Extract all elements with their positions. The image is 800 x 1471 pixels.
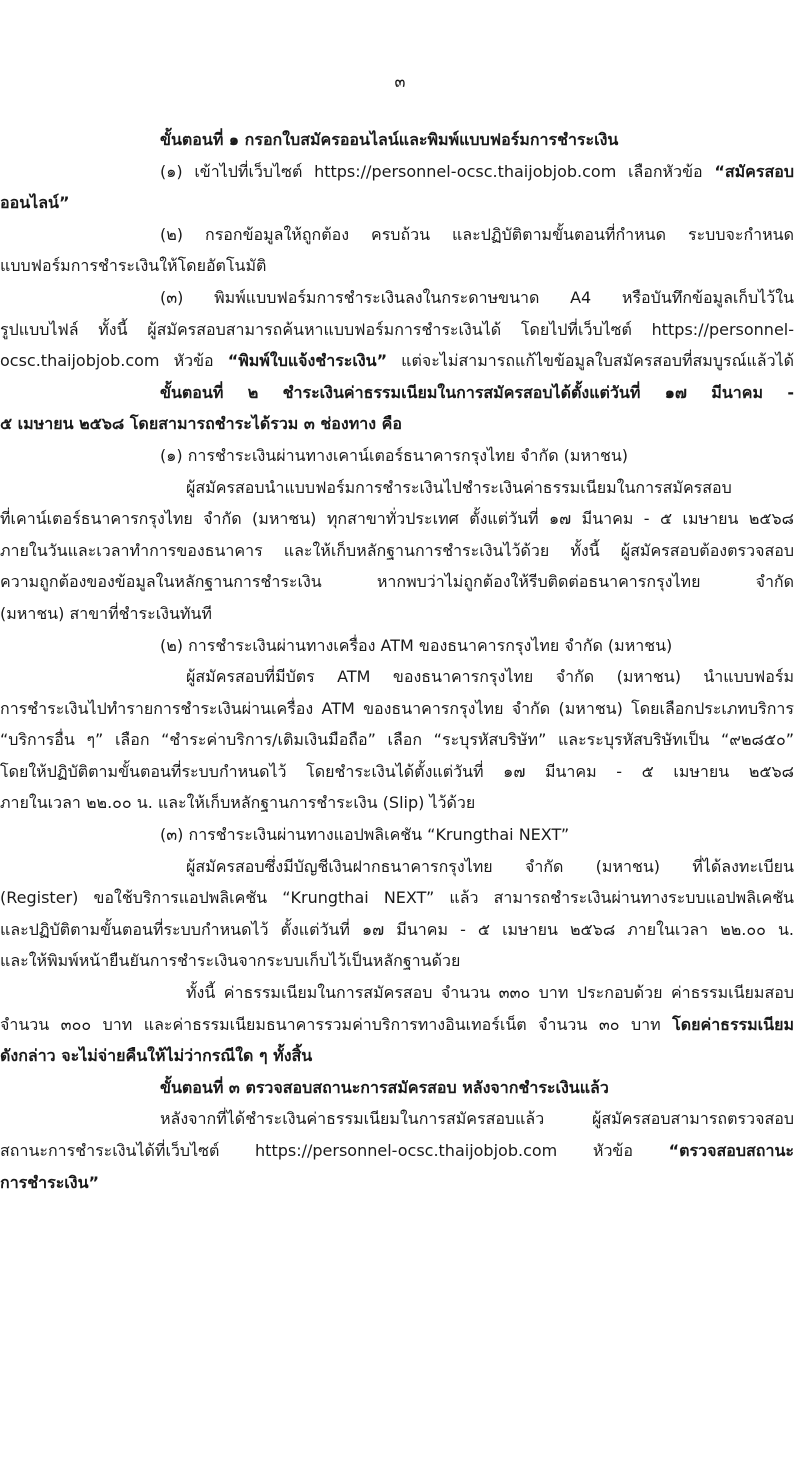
step3-heading: ขั้นตอนที่ ๓ ตรวจสอบสถานะการสมัครสอบ หลังจากชำระเงินแล้ว — [160, 1077, 609, 1097]
fee-line3: ดังกล่าว จะไม่จ่ายคืนให้ไม่ว่ากรณีใด ๆ ทั้งสิ้น — [0, 1046, 313, 1066]
document-body — [0, 124, 794, 1198]
step2-method1-line1: ผู้สมัครสอบนำแบบฟอร์มการชำระเงินไปชำระเงินค่าธรรมเนียมในการสมัครสอบ — [186, 477, 732, 497]
step1-item1-topic: “สมัครสอบ — [714, 161, 794, 181]
page-number: ๓ — [394, 72, 406, 91]
fee-line1: ทั้งนี้ ค่าธรรมเนียมในการสมัครสอบ จำนวน ๓๓๐ บาท ประกอบด้วย ค่าธรรมเนียมสอบ — [186, 983, 794, 1003]
step1-item1-line2: ออนไลน์” — [0, 193, 70, 213]
step2-method1-title: (๑) การชำระเงินผ่านทางเคาน์เตอร์ธนาคารกรุงไทย จำกัด (มหาชน) — [160, 445, 629, 465]
step2-method3-line2: (Register) ขอใช้บริการแอปพลิเคชัน “Krungthai NEXT” แล้ว สามารถชำระเงินผ่านทางระบบแอปพลิเคชัน — [0, 888, 794, 908]
step3-line3: การชำระเงิน” — [0, 1172, 100, 1192]
step2-heading-line1: ขั้นตอนที่ ๒ ชำระเงินค่าธรรมเนียมในการสมัครสอบได้ตั้งแต่วันที่ ๑๗ มีนาคม - — [160, 382, 794, 402]
step2-method1-line5: (มหาชน) สาขาที่ชำระเงินทันที — [0, 603, 212, 623]
step3-line2 — [0, 1135, 794, 1167]
step2-method2-line5: ภายในเวลา ๒๒.๐๐ น. และให้เก็บหลักฐานการชำระเงิน (Slip) ไว้ด้วย — [0, 793, 476, 813]
step1-heading: ขั้นตอนที่ ๑ กรอกใบสมัครออนไลน์และพิมพ์แบบฟอร์มการชำระเงิน — [160, 130, 619, 149]
fee-line2-bold: โดยค่าธรรมเนียม — [672, 1014, 794, 1034]
step1-item3-topic: “พิมพ์ใบแจ้งชำระเงิน” — [227, 351, 388, 371]
step3-line2-text: สถานะการชำระเงินได้ที่เว็บไซต์ https://personnel-ocsc.thaijobjob.com หัวข้อ — [0, 1141, 669, 1160]
step2-method3-line4: และให้พิมพ์หน้ายืนยันการชำระเงินจากระบบเก็บไว้เป็นหลักฐานด้วย — [0, 951, 461, 971]
step2-method2-line4: โดยให้ปฏิบัติตามขั้นตอนที่ระบบกำหนดไว้ โดยชำระเงินได้ตั้งแต่วันที่ ๑๗ มีนาคม - ๕ เมษายน ๒๕๖๘ — [0, 761, 794, 781]
step3-line2-topic: “ตรวจสอบสถานะ — [668, 1141, 794, 1160]
step1-item2-line2: แบบฟอร์มการชำระเงินให้โดยอัตโนมัติ — [0, 256, 267, 276]
step3-line1: หลังจากที่ได้ชำระเงินค่าธรรมเนียมในการสมัครสอบแล้ว ผู้สมัครสอบสามารถตรวจสอบ — [160, 1109, 794, 1129]
step2-method1-line2: ที่เคาน์เตอร์ธนาคารกรุงไทย จำกัด (มหาชน) ทุกสาขาทั่วประเทศ ตั้งแต่วันที่ ๑๗ มีนาคม - ๕ เมษายน ๒๕๖๘ — [0, 509, 794, 529]
step1-item3-note: แต่จะไม่สามารถแก้ไขข้อมูลใบสมัครสอบที่สมบูรณ์แล้วได้ — [387, 351, 794, 371]
step2-method1-line4: ความถูกต้องของข้อมูลในหลักฐานการชำระเงิน หากพบว่าไม่ถูกต้องให้รีบติดต่อธนาคารกรุงไทย จำกัด — [0, 572, 794, 592]
step1-item3-line2: รูปแบบไฟล์ ทั้งนี้ ผู้สมัครสอบสามารถค้นหาแบบฟอร์มการชำระเงินได้ โดยไปที่เว็บไซต์ https://personnel- — [0, 319, 794, 339]
step1-item1-line1 — [0, 156, 794, 188]
step2-method3-title: (๓) การชำระเงินผ่านทางแอปพลิเคชัน “Krungthai NEXT” — [160, 825, 570, 845]
step2-method2-line1: ผู้สมัครสอบที่มีบัตร ATM ของธนาคารกรุงไทย จำกัด (มหาชน) นำแบบฟอร์ม — [186, 667, 794, 687]
step1-item2-line1: (๒) กรอกข้อมูลให้ถูกต้อง ครบถ้วน และปฏิบัติตามขั้นตอนที่กำหนด ระบบจะกำหนด — [160, 224, 794, 244]
fee-line2 — [0, 1009, 794, 1041]
step2-method2-line2: การชำระเงินไปทำรายการชำระเงินผ่านเครื่อง ATM ของธนาคารกรุงไทย จำกัด (มหาชน) โดยเลือกประเภทบริการ — [0, 698, 794, 718]
fee-line2-text: จำนวน ๓๐๐ บาท และค่าธรรมเนียมธนาคารรวมค่าบริการทางอินเทอร์เน็ต จำนวน ๓๐ บาท — [0, 1014, 673, 1034]
step2-method3-line1: ผู้สมัครสอบซึ่งมีบัญชีเงินฝากธนาคารกรุงไทย จำกัด (มหาชน) ที่ได้ลงทะเบียน — [186, 856, 794, 876]
step2-method2-line3: “บริการอื่น ๆ” เลือก “ชำระค่าบริการ/เติมเงินมือถือ” เลือก “ระบุรหัสบริษัท” และระบุรหัสบริษัทเป็น “๙๒๘๕๐” — [0, 730, 794, 750]
step2-method1-line3: ภายในวันและเวลาทำการของธนาคาร และให้เก็บหลักฐานการชำระเงินไว้ด้วย ทั้งนี้ ผู้สมัครสอบต้องตรวจสอบ — [0, 540, 794, 560]
step1-item3-line3 — [0, 345, 794, 377]
step1-item1-text: (๑) เข้าไปที่เว็บไซต์ https://personnel-ocsc.thaijobjob.com เลือกหัวข้อ — [160, 161, 715, 181]
step1-item3-text: ocsc.thaijobjob.com หัวข้อ — [0, 351, 228, 371]
step2-method2-title: (๒) การชำระเงินผ่านทางเครื่อง ATM ของธนาคารกรุงไทย จำกัด (มหาชน) — [160, 635, 673, 655]
step2-heading-line2: ๕ เมษายน ๒๕๖๘ โดยสามารถชำระได้รวม ๓ ช่องทาง คือ — [0, 414, 402, 434]
step2-method3-line3: และปฏิบัติตามขั้นตอนที่ระบบกำหนดไว้ ตั้งแต่วันที่ ๑๗ มีนาคม - ๕ เมษายน ๒๕๖๘ ภายในเวลา ๒๒.๐๐ น. — [0, 919, 795, 939]
step1-item3-line1: (๓) พิมพ์แบบฟอร์มการชำระเงินลงในกระดาษขนาด A4 หรือบันทึกข้อมูลเก็บไว้ใน — [160, 287, 794, 307]
